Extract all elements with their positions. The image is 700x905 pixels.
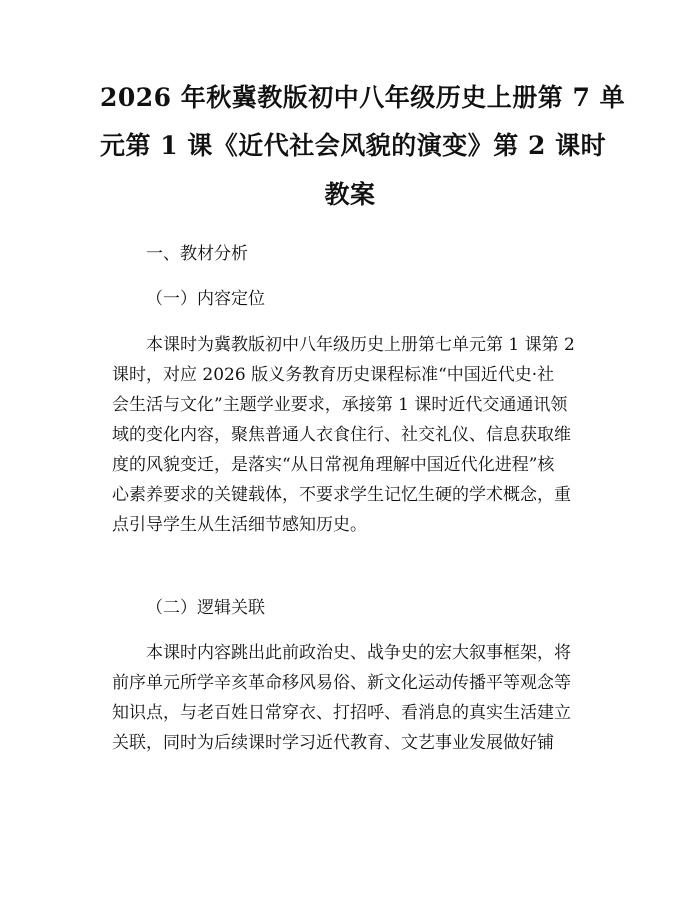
paragraph-line: 本课时为冀教版初中八年级历史上册第七单元第 1 课第 2 [146, 335, 575, 355]
document-title-line-3: 教案 [324, 180, 376, 209]
subsection-heading-content-positioning: （一）内容定位 [146, 289, 265, 309]
paragraph-logical-connection [112, 638, 602, 758]
paragraph-line: 知识点，与老百姓日常穿衣、打招呼、看消息的真实生活建立 [112, 703, 571, 723]
paragraph-line: 本课时内容跳出此前政治史、战争史的宏大叙事框架，将 [146, 643, 571, 663]
paragraph-line: 域的变化内容，聚焦普通人衣食住行、社交礼仪、信息获取维 [112, 425, 571, 445]
section-heading-textbook-analysis: 一、教材分析 [146, 244, 248, 264]
paragraph-line: 度的风貌变迁，是落实“从日常视角理解中国近代化进程”核 [112, 455, 555, 475]
paragraph-line: 会生活与文化”主题学业要求，承接第 1 课时近代交通通讯领 [112, 395, 568, 415]
paragraph-content-positioning [112, 330, 602, 540]
subsection-heading-logical-connection: （二）逻辑关联 [146, 598, 265, 618]
paragraph-line: 关联，同时为后续课时学习近代教育、文艺事业发展做好铺 [112, 733, 554, 753]
paragraph-line: 点引导学生从生活细节感知历史。 [112, 515, 367, 535]
document-title-line-2: 元第 1 课《近代社会风貌的演变》第 2 课时 [100, 131, 607, 160]
paragraph-line: 课时，对应 2026 版义务教育历史课程标准“中国近代史·社 [112, 365, 555, 385]
document-title-line-1: 2026 年秋冀教版初中八年级历史上册第 7 单 [100, 83, 626, 112]
paragraph-line: 前序单元所学辛亥革命移风易俗、新文化运动传播平等观念等 [112, 673, 571, 693]
paragraph-line: 心素养要求的关键载体，不要求学生记忆生硬的学术概念，重 [112, 485, 571, 505]
